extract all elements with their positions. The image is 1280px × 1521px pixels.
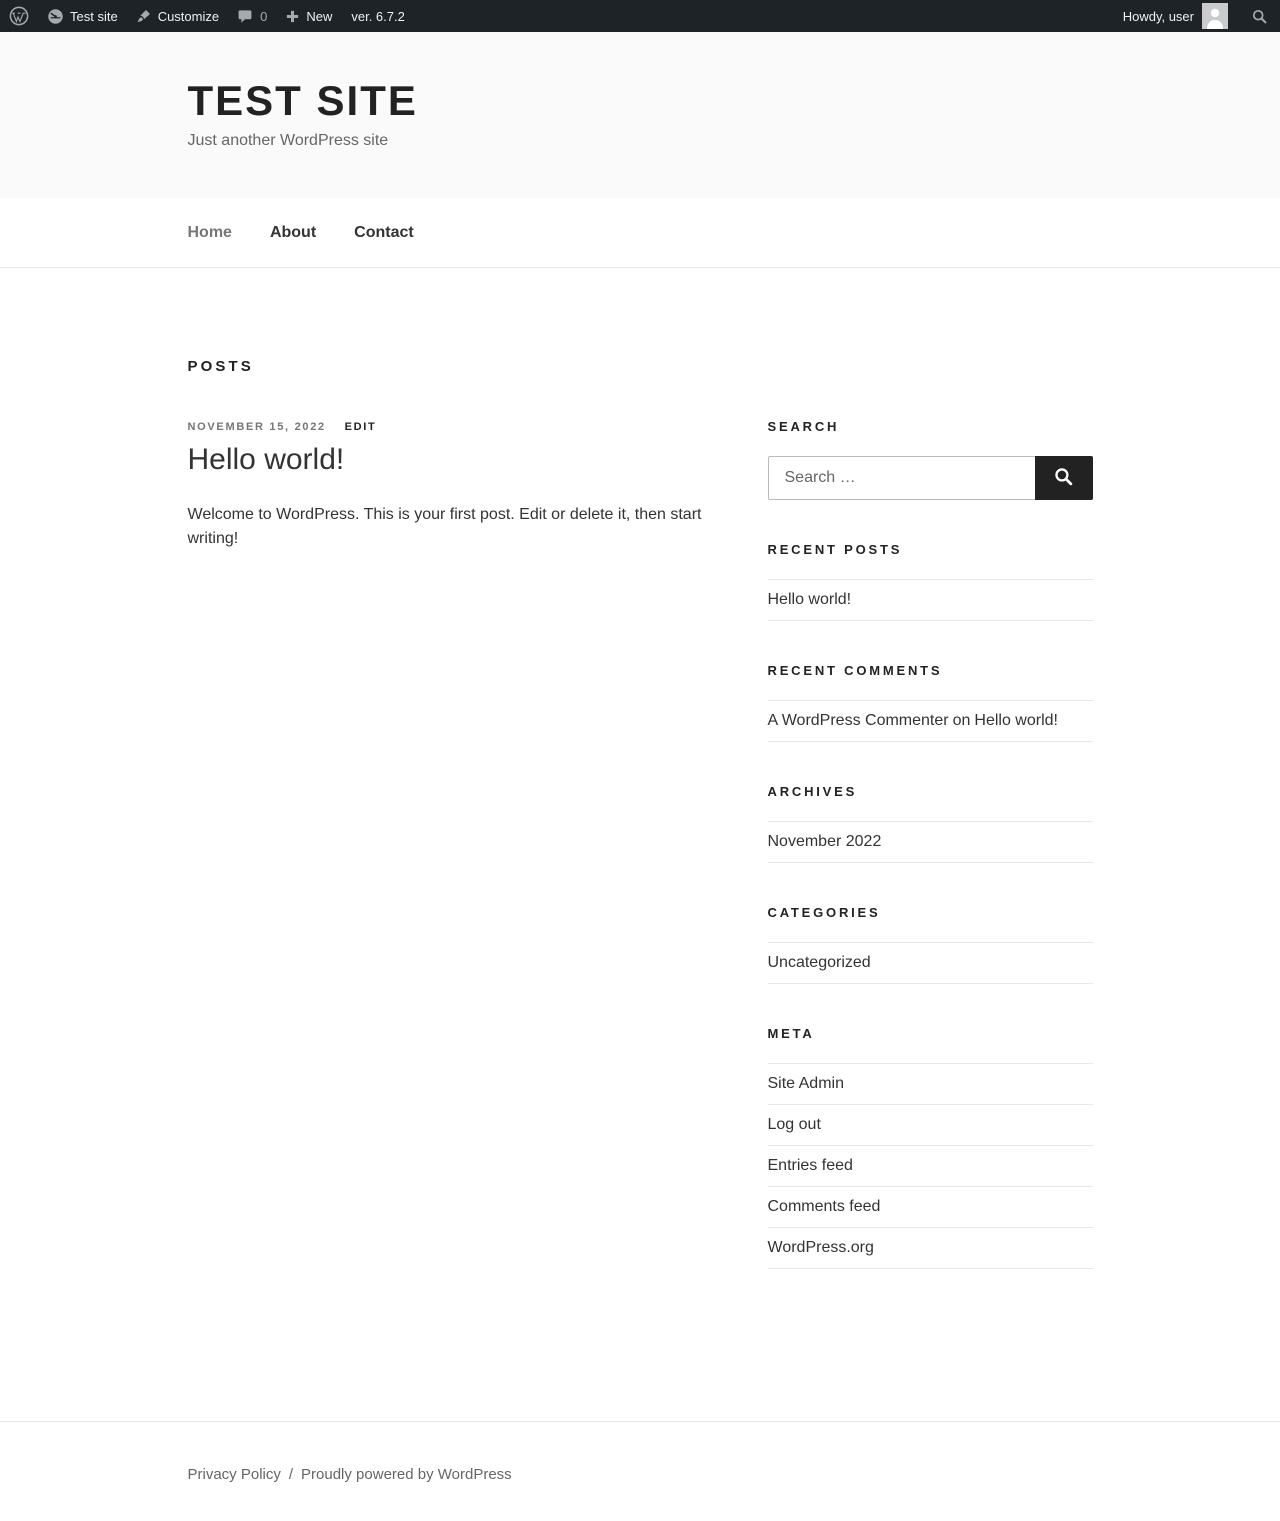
sidebar <box>768 358 1093 1311</box>
search-icon <box>1251 8 1268 25</box>
content-area <box>188 268 1093 1421</box>
meta-list <box>768 1063 1093 1269</box>
recent-comments-title: RECENT COMMENTS <box>767 663 943 678</box>
archives-widget <box>768 784 1093 863</box>
archives-title: ARCHIVES <box>767 784 858 799</box>
archive-link[interactable]: November 2022 <box>767 833 882 850</box>
dashboard-gauge-icon <box>47 8 64 25</box>
post-edit-link[interactable]: EDIT <box>344 421 377 433</box>
nav-link-home[interactable]: Home <box>187 224 232 241</box>
nav-link-about[interactable]: About <box>269 224 317 241</box>
customize-menu[interactable] <box>127 0 228 32</box>
list-item <box>768 1105 1093 1146</box>
nav-menu <box>188 198 1093 268</box>
admin-bar <box>0 0 1280 32</box>
entry-meta <box>188 421 728 433</box>
comments-count: 0 <box>260 8 268 24</box>
recent-comments-list <box>768 700 1093 742</box>
main-column <box>188 358 728 1311</box>
recent-posts-list <box>768 579 1093 621</box>
new-label: New <box>306 8 333 24</box>
meta-widget <box>768 1026 1093 1269</box>
comments-feed-link[interactable]: Comments feed <box>767 1198 881 1215</box>
site-title <box>188 78 1093 124</box>
post-title <box>188 440 728 479</box>
list-item <box>768 1228 1093 1269</box>
post-article <box>188 421 728 551</box>
list-item <box>768 822 1093 863</box>
search-widget-title: SEARCH <box>767 419 840 434</box>
plus-icon <box>285 9 300 24</box>
comments-bubble-icon <box>237 8 253 24</box>
comment-author-link[interactable]: A WordPress Commenter <box>767 712 949 729</box>
search-input[interactable] <box>768 456 1035 500</box>
recent-post-link[interactable]: Hello world! <box>767 591 852 608</box>
post-date-link[interactable]: NOVEMBER 15, 2022 <box>187 421 326 433</box>
site-name-label: Test site <box>70 8 118 24</box>
list-item <box>768 1187 1093 1228</box>
recent-posts-title: RECENT POSTS <box>767 542 903 557</box>
top-navigation <box>0 198 1280 268</box>
categories-list <box>768 942 1093 984</box>
site-header <box>0 32 1280 198</box>
meta-title: META <box>767 1026 815 1041</box>
powered-by-link[interactable]: Proudly powered by WordPress <box>301 1466 512 1483</box>
my-account-menu[interactable] <box>1114 0 1237 32</box>
post-title-link[interactable]: Hello world! <box>187 443 345 476</box>
customize-brush-icon <box>136 8 152 24</box>
site-admin-link[interactable]: Site Admin <box>767 1075 844 1092</box>
category-link[interactable]: Uncategorized <box>767 954 871 971</box>
site-title-link[interactable]: TEST SITE <box>187 77 418 124</box>
search-submit-button[interactable] <box>1035 456 1093 500</box>
list-item <box>768 580 1093 621</box>
list-item <box>768 1064 1093 1105</box>
howdy-label: Howdy, user <box>1122 8 1194 24</box>
wordpress-org-link[interactable]: WordPress.org <box>767 1239 874 1256</box>
log-out-link[interactable]: Log out <box>767 1116 821 1133</box>
list-item <box>768 1146 1093 1187</box>
footer-separator: / <box>288 1466 294 1483</box>
wordpress-menu-button[interactable] <box>0 0 38 32</box>
categories-title: CATEGORIES <box>767 905 881 920</box>
search-widget <box>768 419 1093 500</box>
nav-link-contact[interactable]: Contact <box>354 224 414 241</box>
page-title: POSTS <box>187 358 254 375</box>
nav-item <box>354 224 414 242</box>
categories-widget <box>768 905 1093 984</box>
search-form <box>768 456 1093 500</box>
comment-connector: on <box>952 712 971 729</box>
list-item <box>768 701 1093 742</box>
recent-comments-widget <box>768 663 1093 742</box>
recent-posts-widget <box>768 542 1093 621</box>
user-avatar <box>1202 3 1228 29</box>
list-item <box>768 943 1093 984</box>
search-icon <box>1053 466 1074 490</box>
nav-item <box>270 224 316 242</box>
archives-list <box>768 821 1093 863</box>
nav-item <box>188 224 232 242</box>
admin-bar-left <box>0 0 415 32</box>
site-name-menu[interactable] <box>38 0 127 32</box>
post-body: Welcome to WordPress. This is your first post. Edit or delete it, then start writing! <box>187 506 702 547</box>
new-content-menu[interactable] <box>276 0 341 32</box>
entries-feed-link[interactable]: Entries feed <box>767 1157 853 1174</box>
wordpress-version-label: ver. 6.7.2 <box>351 8 405 24</box>
site-footer <box>0 1421 1280 1521</box>
site-tagline: Just another WordPress site <box>187 132 389 150</box>
customize-label: Customize <box>157 8 220 24</box>
admin-search-button[interactable] <box>1237 0 1280 32</box>
comments-menu[interactable] <box>228 0 276 32</box>
comment-post-link[interactable]: Hello world! <box>974 712 1058 729</box>
wordpress-logo-icon <box>9 6 29 26</box>
admin-bar-right <box>1114 0 1280 32</box>
privacy-policy-link[interactable]: Privacy Policy <box>187 1466 281 1483</box>
